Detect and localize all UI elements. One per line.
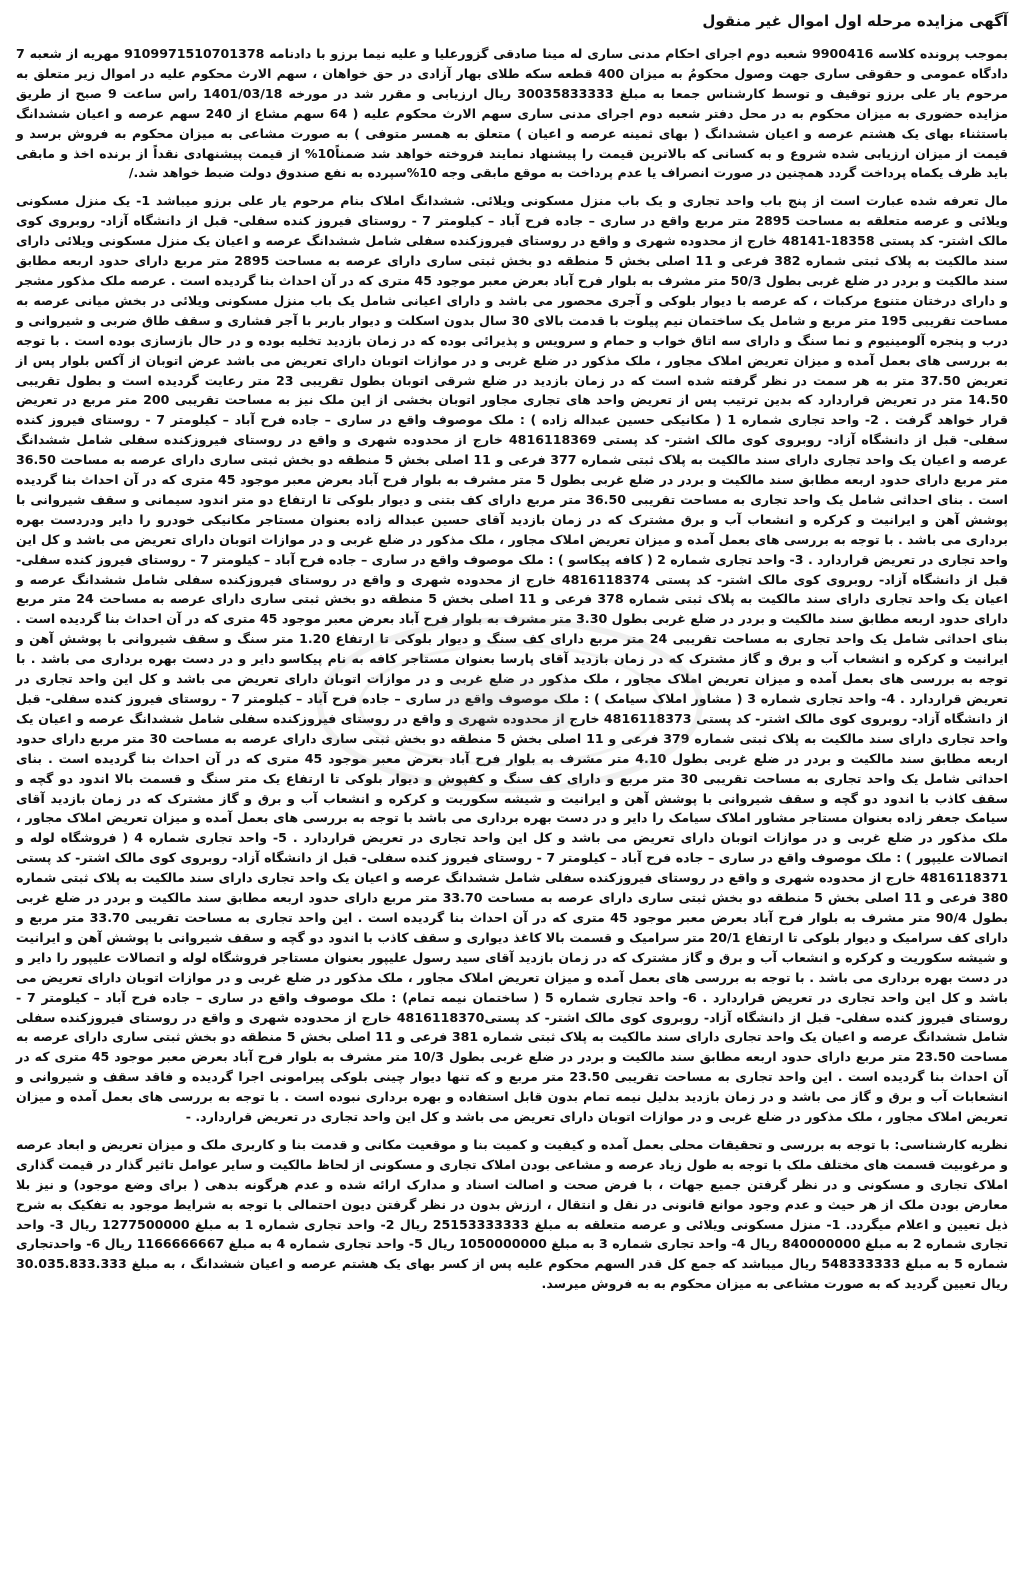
property-description-paragraph: مال تعرفه شده عبارت است از پنج باب واحد تجاری و یک باب منزل مسکونی ویلائی. ششدانگ املاک بنام مرحوم یار علی برزو میباشد 1- یک منزل مسکونی ویلائی و عرصه متعلقه به مساحت 2895 متر مربع واقع در ساری – جاده فرح آباد – کیلومتر 7 - روستای فیروز کنده سفلی- قبل از دانشگاه آزاد- روبروی کوی مالک اشتر- کد پستی 18358-48141 خارج از محدوده شهری و واقع در روستای فیروزکنده سفلی شامل ششدانگ عرصه و اعیان یک منزل مسکونی ویلائی دارای سند مالکیت به پلاک ثبتی شماره 382 فرعی و 11 اصلی بخش 5 منطقه دو بخش ثبتی ساری دارای عرصه به مساحت 2895 متر مربع دارای حدود اربعه مطابق سند مالکیت و بردر در ضلع غربی بطول 50/3 متر مشرف به بلوار فرح آباد بعرض معبر موجود 45 متری که در آن احداث بنا گردیده است . عرصه ملک مذکور مشجر و دارای درختان متنوع مرکبات ، که عرصه با دیوار بلوکی و آجری محصور می باشد و دارای اعیانی شامل یک باب منزل مسکونی ویلائی در بخش میانی عرصه به مساحت تقریبی 195 متر مربع و شامل یک ساختمان نیم پیلوت با قدمت بالای 30 سال بدون اسکلت و دیوار باربر با آجر فشاری و سقف طاق ضربی و شیروانی و درب و پنجره آلومینیوم و نما سنگ و دارای سه اتاق خواب و حمام و سرویس و پذیرائی بوده که در زمان بازدید تخلیه بوده و در حال بازسازی بوده است . با توجه به بررسی های بعمل آمده و میزان تعریض املاک مجاور ، ملک مذکور در ضلع غربی و در موازات اتوبان دارای تعریض می باشد عرض اتوبان از آکس بلوار پس از تعریض 37.50 متر به هر سمت در نظر گرفته شده است که در زمان بازدید در ضلع شرقی اتوبان بطول تقریبی 23 متر رعایت گردیده است و بطول تقریبی 14.50 متر در تعریض قراردارد که بدین ترتیب پس از تعریض واحد های تجاری مجاور اتوبان بخشی از این ملک نیز به مساحت تقریبی 200 متر مربع در تعریض قرار خواهد گرفت . 2- واحد تجاری شماره 1 ( مکانیکی حسین عبداله زاده ) : ملک موصوف واقع در ساری – جاده فرح آباد – کیلومتر 7 - روستای فیروز کنده سفلی- قبل از دانشگاه آزاد- روبروی کوی مالک اشتر- کد پستی 4816118369 خارج از محدوده شهری و واقع در روستای فیروزکنده سفلی شامل ششدانگ عرصه و اعیان یک واحد تجاری دارای سند مالکیت به پلاک ثبتی شماره 377 فرعی و 11 اصلی بخش 5 منطقه دو بخش ثبتی ساری دارای عرصه به مساحت 36.50 متر مربع دارای حدود اربعه مطابق سند مالکیت و بردر در ضلع غربی بطول 5 متر مشرف به بلوار فرح آباد بعرض معبر موجود 45 متری که در آن احداث بنا گردیده است . بنای احداثی شامل یک واحد تجاری به مساحت تقریبی 36.50 متر مربع دارای کف بتنی و دیوار بلوکی تا ارتفاع دو متر اندود سیمانی و سقف شیروانی با پوشش آهن و ایرانیت و کرکره و انشعاب آب و برق مشترک که در زمان بازدید آقای حسین عبداله زاده بعنوان مستاجر مکانیکی خودرو را دایر ودردست بهره برداری می باشد . با توجه به بررسی های بعمل آمده و میزان تعریض املاک مجاور ، ملک مذکور در ضلع غربی و در موازات اتوبان دارای تعریض می باشد و کل این واحد تجاری در تعریض قراردارد . 3- واحد تجاری شماره 2 ( کافه پیکاسو ) : ملک موصوف واقع در ساری – جاده فرح آباد – کیلومتر 7 - روستای فیروز کنده سفلی- قبل از دانشگاه آزاد- روبروی کوی مالک اشتر- کد پستی 4816118374 خارج از محدوده شهری و واقع در روستای فیروزکنده سفلی شامل ششدانگ عرصه و اعیان یک واحد تجاری دارای سند مالکیت به پلاک ثبتی شماره 378 فرعی و 11 اصلی بخش 5 منطقه دو بخش ثبتی ساری دارای عرصه به مساحت 24 متر مربع دارای حدود اربعه مطابق سند مالکیت و بردر در ضلع غربی بطول 3.30 متر مشرف به بلوار فرح آباد بعرض معبر موجود 45 متری که در آن احداث بنا گردیده است . بنای احداثی شامل یک واحد تجاری به مساحت تقریبی 24 متر مربع دارای کف سنگ و دیوار بلوکی تا ارتفاع 1.20 متر سنگ و سقف شیروانی با پوشش آهن و ایرانیت و کرکره و انشعاب آب و برق و گاز مشترک که در زمان بازدید آقای پارسا بعنوان مستاجر کافه به نام پیکاسو دایر و در دست بهره برداری می باشد . با توجه به بررسی های بعمل آمده و میزان تعریض املاک مجاور ، ملک مذکور در ضلع غربی و در موازات اتوبان دارای تعریض می باشد و کل این واحد تجاری در تعریض قراردارد . 4- واحد تجاری شماره 3 ( مشاور املاک سیامک ) : ملک موصوف واقع در ساری – جاده فرح آباد – کیلومتر 7 - روستای فیروز کنده سفلی- قبل از دانشگاه آزاد- روبروی کوی مالک اشتر- کد پستی 4816118373 خارج از محدوده شهری و واقع در روستای فیروزکنده سفلی شامل ششدانگ عرصه و اعیان یک واحد تجاری دارای سند مالکیت به پلاک ثبتی شماره 379 فرعی و 11 اصلی بخش 5 منطقه دو بخش ثبتی ساری دارای عرصه به مساحت 30 متر مربع دارای حدود اربعه مطابق سند مالکیت و بردر در ضلع غربی بطول 4.10 متر مشرف به بلوار فرح آباد بعرض معبر موجود 45 متری که در آن احداث بنا گردیده است . بنای احداثی شامل یک واحد تجاری به مساحت تقریبی 30 متر مربع و دارای کف سنگ و کفپوش و دیوار بلوکی تا ارتفاع یک متر سنگ و قسمت بالا اندود دو گچه و سقف کاذب با اندود دو گچه و سقف شیروانی با پوشش آهن و ایرانیت و شیشه سکوریت و کرکره و انشعاب آب و برق و گاز مشترک که در زمان بازدید آقای سیامک جعفر زاده بعنوان مستاجر مشاور املاک سیامک را دایر و در دست بهره برداری می باشد با توجه به بررسی های بعمل آمده و میزان تعریض املاک مجاور ، ملک مذکور در ضلع غربی و در موازات اتوبان دارای تعریض می باشد و کل این واحد تجاری در تعریض قراردارد . 5- واحد تجاری شماره 4 ( فروشگاه لوله و اتصالات علیپور ) : ملک موصوف واقع در ساری – جاده فرح آباد – کیلومتر 7 - روستای فیروز کنده سفلی- قبل از دانشگاه آزاد- روبروی کوی مالک اشتر- کد پستی 4816118371 خارج از محدوده شهری و واقع در روستای فیروزکنده سفلی شامل ششدانگ عرصه و اعیان یک واحد تجاری دارای سند مالکیت به پلاک ثبتی شماره 380 فرعی و 11 اصلی بخش 5 منطقه دو بخش ثبتی ساری دارای عرصه به مساحت 33.70 متر مربع دارای حدود اربعه مطابق سند مالکیت و بردر در ضلع غربی بطول 90/4 متر مشرف به بلوار فرح آباد بعرض معبر موجود 45 متری که در آن احداث بنا گردیده است . این واحد تجاری به مساحت تقریبی 33.70 متر مربع و دارای کف سرامیک و دیوار بلوکی تا ارتفاع 20/1 متر سرامیک و قسمت بالا کاغذ دیواری و سقف کاذب با اندود دو گچه و سقف شیروانی با پوشش آهن و ایرانیت و شیشه سکوریت و کرکره و انشعاب آب و برق و گاز مشترک که در زمان بازدید آقای سید رسول علیپور بعنوان مستاجر فروشگاه لوله و اتصالات علیپور را دایر و در دست بهره برداری می باشد . با توجه به بررسی های بعمل آمده و میزان تعریض املاک مجاور ، ملک مذکور در ضلع غربی و در موازات اتوبان دارای تعریض می باشد و کل این واحد تجاری در تعریض قراردارد . 6- واحد تجاری شماره 5 ( ساختمان نیمه تمام) : ملک موصوف واقع در ساری – جاده فرح آباد – کیلومتر 7 - روستای فیروز کنده سفلی- قبل از دانشگاه آزاد- روبروی کوی مالک اشتر- کد پستی4816118370 خارج از محدوده شهری و واقع در روستای فیروزکنده سفلی شامل ششدانگ عرصه و اعیان یک واحد تجاری دارای سند مالکیت به پلاک ثبتی شماره 381 فرعی و 11 اصلی بخش 5 منطقه دو بخش ثبتی ساری دارای عرصه به مساحت 23.50 متر مربع دارای حدود اربعه مطابق سند مالکیت و بردر در ضلع غربی بطول 10/3 متر مشرف به بلوار فرح آباد بعرض معبر موجود 45 متری که در آن احداث بنا گردیده است . این واحد تجاری به مساحت تقریبی 23.50 متر مربع و که تنها دیوار چینی بلوکی پیرامونی اجرا گردیده و فاقد سقف و شیروانی و انشعابات آب و برق و گاز می باشد و در زمان بازدید بدلیل نیمه تمام بدون قابل استفاده و بهره برداری نبوده است . با توجه به بررسی های بعمل آمده و میزان تعریض املاک مجاور ، ملک مذکور در ضلع غربی و در موازات اتوبان دارای تعریض می باشد و کل این واحد تجاری در تعریض قراردارد. -: [16, 193, 1009, 1125]
expert-opinion-text: : با توجه به بررسی و تحقیقات محلی بعمل آمده و کیفیت و کمیت بنا و موقعیت مکانی و قدمت بنا و کاربری ملک و میزان تعریض و ابعاد عرصه و مرغوبیت قسمت های مختلف ملک با توجه به طول زیاد عرصه و مشاعی بودن املاک تجاری و مسکونی از لحاظ مالکیت و سایر عوامل تاثیر گذار در قیمت گذاری املاک تجاری و مسکونی و در نظر گرفتن جمیع جهات ، با فرض صحت و اصالت اسناد و مدارک ارائه شده و عدم هرگونه بدهی ( برای وضع موجود) و نیز بلا معارض بودن ملک از هر حیث و عدم وجود موانع قانونی در نقل و انتقال ، ارزش بدون در نظر گرفتن دیون احتمالی با توجه به شرایط موجود به تفکیک به شرح ذیل تعیین و اعلام میگردد. 1- منزل مسکونی ویلائی و عرصه متعلقه به مبلغ 25153333333 ریال 2- واحد تجاری شماره 1 به مبلغ 1277500000 ریال 3- واحد تجاری شماره 2 به مبلغ 840000000 ریال 4- واحد تجاری شماره 3 به مبلغ 1050000000 ریال 5- واحد تجاری شماره 4 به مبلغ 1166666667 ریال 6- واحدتجاری شماره 5 به مبلغ 548333333 ریال میباشد که جمع کل قدر السهم محکوم علیه پس از کسر بهای یک هشتم عرصه و اعیان ششدانگ ، به مبلغ 30.035.833.333 ریال تعیین گردید که به صورت مشاعی به میزان محکوم به به فروش میرسد.: [15, 1136, 1009, 1292]
expert-opinion-paragraph: [16, 1135, 1008, 1294]
notice-title: آگهی مزایده مرحله اول اموال غیر منقول: [702, 12, 1008, 30]
expert-opinion-heading: نظریه کارشناسی: [899, 1136, 1009, 1152]
intro-paragraph: بموجب پرونده کلاسه 9900416 شعبه دوم اجرای احکام مدنی ساری له مینا صادقی گزورعلیا و علیه نیما برزو با دادنامه 9109971510701378 مهریه از شعبه 7 دادگاه عمومی و حقوقی ساری جهت وصول محکومُ به میزان 400 قطعه سکه طلای بهار آزادی در حق خواهان ، سهم الارث محکوم علیه در اموال زیر متعلق به مرحوم یار علی برزو توقیف و توسط کارشناس جمعا به مبلغ 30035833333 ریال ارزیابی و مقرر شد در مورخه 1401/03/18 راس ساعت 9 صبح از طریق مزایده حضوری به میزان محکوم به در محل دفتر شعبه دوم اجرای مدنی ساری سهم الارث محکوم علیه ( 64 سهم مشاع از 240 سهم عرصه و اعیان ششدانگ باستثناء بهای یک هشتم عرصه و اعیان ششدانگ ( بهای ثمینه عرصه و اعیان ) متعلق به همسر متوفی ) به صورت مشاعی به میزان محکوم به فروش برسد و قیمت از میزان ارزیابی شده شروع و به کسانی که بالاترین قیمت را پیشنهاد نمایند فروخته خواهد شد ضمناً10% از قیمت پیشنهادی نقداً از برنده اخذ و مابقی باید ظرف یکماه پرداخت گردد همچنین در صورت انصراف یا عدم پرداخت به موقع مابقی وجه 10%سپرده به نفع صندوق دولت ضبط خواهد شد./: [16, 46, 1008, 181]
